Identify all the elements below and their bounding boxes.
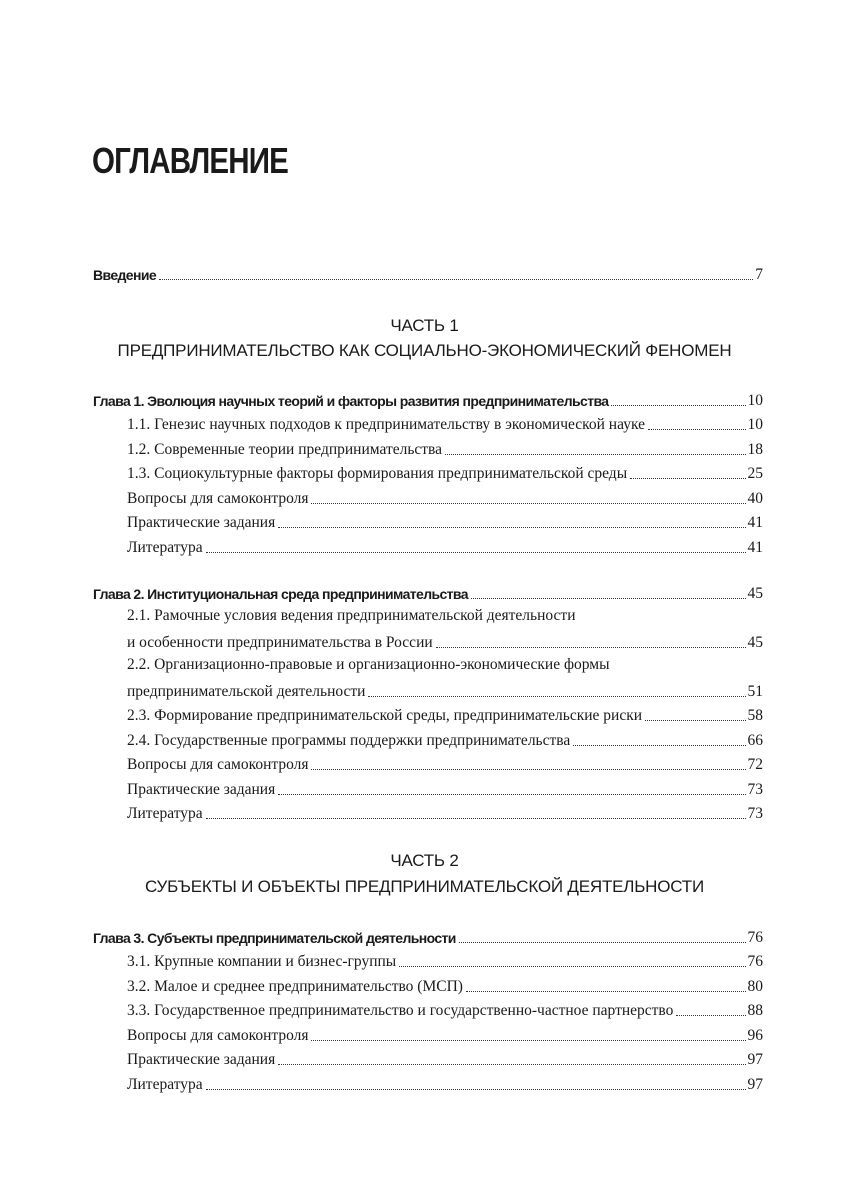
entry-label: Практические задания (127, 781, 276, 798)
dot-leader (611, 405, 745, 406)
dot-leader (311, 1040, 745, 1041)
entry-label: Практические задания (127, 514, 276, 531)
toc-entry-section[interactable] (127, 462, 763, 484)
page-title: ОГЛАВЛЕНИЕ (92, 140, 289, 181)
page-number: 76 (747, 929, 763, 946)
page-number: 73 (747, 781, 763, 798)
page-number: 80 (747, 978, 763, 995)
toc-entry-section[interactable] (127, 1073, 763, 1095)
toc-entry-section[interactable] (127, 729, 763, 751)
entry-label: Глава 1. Эволюция научных теорий и факторы развития предпринимательства (93, 393, 609, 409)
dot-leader (206, 552, 746, 553)
dot-leader (645, 720, 745, 721)
entry-label: Практические задания (127, 1051, 276, 1068)
dot-leader (466, 991, 746, 992)
dot-leader (368, 696, 745, 697)
page-number: 10 (747, 416, 763, 433)
entry-label-line1: 2.1. Рамочные условия ведения предпринимательской деятельности (127, 607, 576, 624)
dot-leader (206, 1089, 746, 1090)
entry-label: Введение (93, 267, 157, 283)
page-number: 10 (747, 392, 763, 409)
part-number: ЧАСТЬ 2 (390, 851, 459, 870)
entry-label: Вопросы для самоконтроля (127, 1027, 309, 1044)
entry-label: 1.2. Современные теории предпринимательства (127, 441, 443, 458)
entry-label-line1: 2.2. Организационно-правовые и организационно-экономические формы (127, 656, 610, 673)
dot-leader (676, 1015, 745, 1016)
toc-entry-section[interactable] (127, 975, 763, 997)
page-number: 45 (747, 634, 763, 651)
entry-label: 2.4. Государственные программы поддержки предпринимательства (127, 732, 571, 749)
page-number: 41 (747, 514, 763, 531)
entry-label: Вопросы для самоконтроля (127, 756, 309, 773)
dot-leader (399, 966, 745, 967)
entry-label: Литература (127, 539, 203, 556)
dot-leader (311, 769, 745, 770)
toc-entry-section[interactable] (127, 1024, 763, 1046)
toc-entry-chapter[interactable] (93, 582, 763, 604)
toc-entry-intro[interactable] (93, 263, 763, 285)
page-number: 97 (747, 1051, 763, 1068)
page-number: 97 (747, 1076, 763, 1093)
toc-entry-section[interactable] (127, 753, 763, 775)
toc-entry-section[interactable] (127, 680, 763, 702)
entry-label: 1.1. Генезис научных подходов к предпринимательству в экономической науке (127, 416, 645, 433)
entry-label: Литература (127, 805, 203, 822)
entry-label: 3.2. Малое и среднее предпринимательство (МСП) (127, 978, 463, 995)
entry-label: Вопросы для самоконтроля (127, 490, 309, 507)
dot-leader (648, 429, 746, 430)
page-number: 40 (747, 490, 763, 507)
dot-leader (630, 478, 745, 479)
toc-entry-section[interactable] (127, 950, 763, 972)
dot-leader (159, 279, 753, 280)
toc-entry-section[interactable] (127, 1048, 763, 1070)
entry-label: и особенности предпринимательства в России (127, 634, 433, 651)
entry-label: 1.3. Социокультурные факторы формирования предпринимательской среды (127, 465, 628, 482)
page-number: 76 (747, 953, 763, 970)
entry-label: 3.1. Крупные компании и бизнес-группы (127, 953, 397, 970)
toc-entry-section[interactable] (127, 631, 763, 653)
part-title: ПРЕДПРИНИМАТЕЛЬСТВО КАК СОЦИАЛЬНО-ЭКОНОМИЧЕСКИЙ ФЕНОМЕН (117, 341, 732, 360)
dot-leader (278, 527, 745, 528)
toc-entry-section[interactable] (127, 536, 763, 558)
dot-leader (471, 598, 746, 599)
page-number: 18 (747, 441, 763, 458)
page-number: 88 (747, 1002, 763, 1019)
toc-entry-section[interactable] (127, 704, 763, 726)
toc-entry-section[interactable] (127, 778, 763, 800)
toc-entry-section[interactable] (127, 511, 763, 533)
entry-label: Литература (127, 1076, 203, 1093)
part-title: СУБЪЕКТЫ И ОБЪЕКТЫ ПРЕДПРИНИМАТЕЛЬСКОЙ ДЕЯТЕЛЬНОСТИ (144, 877, 705, 896)
page-number: 41 (747, 539, 763, 556)
toc-entry-chapter[interactable] (93, 926, 763, 948)
dot-leader (459, 942, 746, 943)
page-number: 66 (747, 732, 763, 749)
page-number: 58 (747, 707, 763, 724)
entry-label: 2.3. Формирование предпринимательской среды, предпринимательские риски (127, 707, 643, 724)
page-number: 73 (747, 805, 763, 822)
toc-entry-section[interactable] (127, 487, 763, 509)
dot-leader (278, 794, 745, 795)
page-number: 51 (747, 683, 763, 700)
dot-leader (436, 647, 746, 648)
toc-entry-section[interactable] (127, 438, 763, 460)
entry-label: Глава 3. Субъекты предпринимательской деятельности (93, 930, 456, 946)
entry-label: предпринимательской деятельности (127, 683, 366, 700)
page-number: 7 (755, 266, 763, 283)
part-number: ЧАСТЬ 1 (390, 316, 459, 335)
dot-leader (311, 503, 745, 504)
page-number: 96 (747, 1027, 763, 1044)
page-number: 45 (747, 585, 763, 602)
entry-label: Глава 2. Институциональная среда предпринимательства (93, 586, 468, 602)
toc-entry-section[interactable] (127, 999, 763, 1021)
toc-entry-section[interactable] (127, 413, 763, 435)
entry-label: 3.3. Государственное предпринимательство и государственно-частное партнерство (127, 1002, 674, 1019)
toc-entry-chapter[interactable] (93, 389, 763, 411)
dot-leader (573, 745, 745, 746)
dot-leader (445, 454, 745, 455)
toc-entry-section[interactable] (127, 802, 763, 824)
dot-leader (206, 818, 746, 819)
page-number: 72 (747, 756, 763, 773)
dot-leader (278, 1064, 745, 1065)
page-number: 25 (747, 465, 763, 482)
